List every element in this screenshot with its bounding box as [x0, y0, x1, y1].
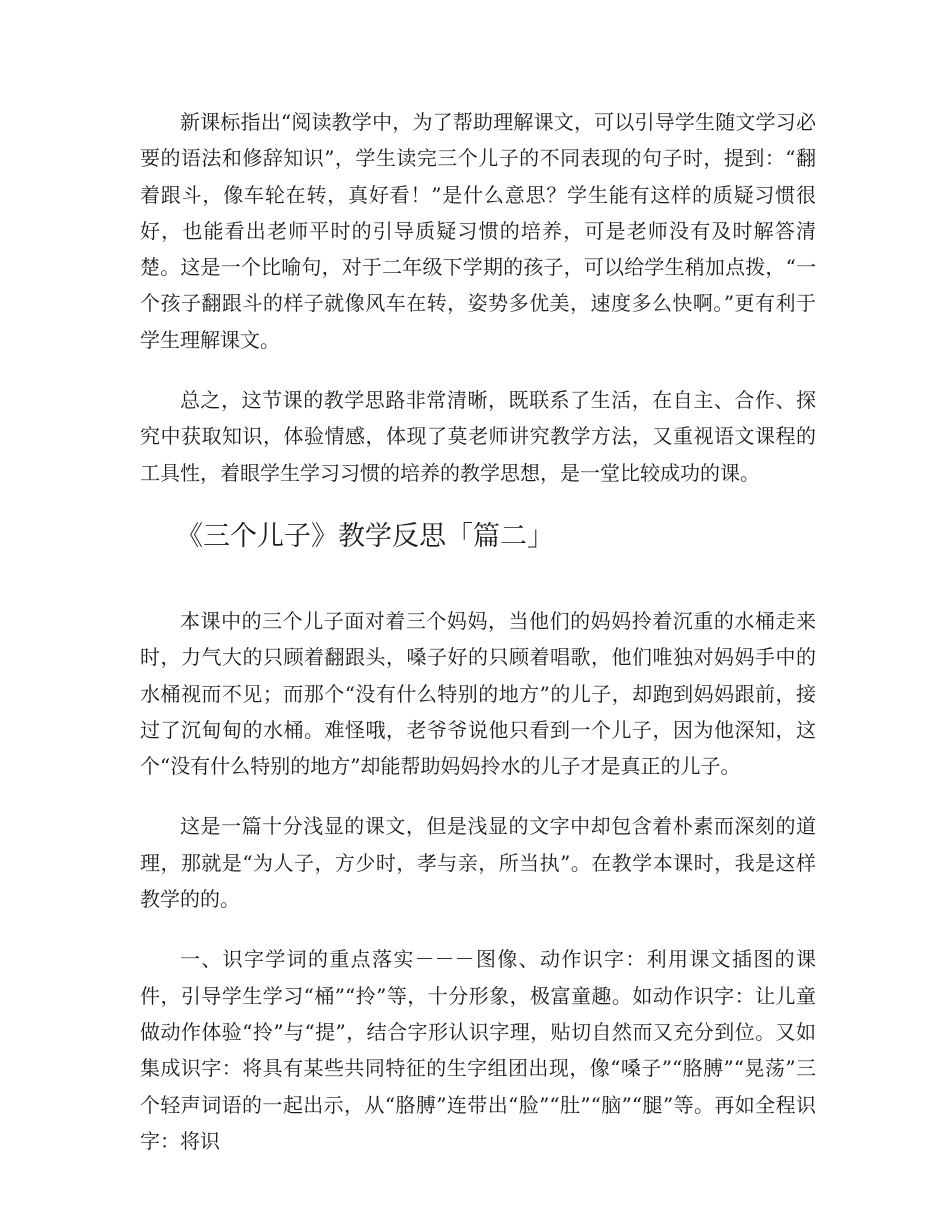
- document-body: [140, 104, 816, 1159]
- paragraph-literacy-focus: 一、识字学词的重点落实－－－图像、动作识字：利用课文插图的课件，引导学生学习“桶”“拎”等，十分形象，极富童趣。如动作识字：让儿童做动作体验“拎”与“提”，结合字形认识字理，贴切自然而又充分到位。又如集成识字：将具有某些共同特征的生字组团出现，像“嗓子”“胳膊”“晃荡”三个轻声词语的一起出示，从“胳膊”连带出“脸”“肚”“脑”“腿”等。再如全程识字：将识: [140, 947, 816, 1153]
- section-heading: 《三个儿子》教学反思「篇二」: [176, 520, 554, 552]
- paragraph-summary: 总之，这节课的教学思路非常清晰，既联系了生活，在自主、合作、探究中获取知识，体验情感，体现了莫老师讲究教学方法，又重视语文课程的工具性，着眼学生学习习惯的培养的教学思想，是一堂比较成功的课。: [140, 388, 816, 485]
- paragraph-three-sons: 本课中的三个儿子面对着三个妈妈，当他们的妈妈拎着沉重的水桶走来时，力气大的只顾着翻跟头，嗓子好的只顾着唱歌，他们唯独对妈妈手中的水桶视而不见；而那个“没有什么特别的地方”的儿子，却跑到妈妈跟前，接过了沉甸甸的水桶。难怪哦，老爷爷说他只看到一个儿子，因为他深知，这个“没有什么特别的地方”却能帮助妈妈拎水的儿子才是真正的儿子。: [140, 608, 816, 779]
- paragraph-new-curriculum: 新课标指出“阅读教学中，为了帮助理解课文，可以引导学生随文学习必要的语法和修辞知识”，学生读完三个儿子的不同表现的句子时，提到：“翻着跟斗，像车轮在转，真好看！”是什么意思？学生能有这样的质疑习惯很好，也能看出老师平时的引导质疑习惯的培养，可是老师没有及时解答清楚。这是一个比喻句，对于二年级下学期的孩子，可以给学生稍加点拨，“一个孩子翻跟斗的样子就像风车在转，姿势多优美，速度多么快啊。”更有利于学生理解课文。: [140, 110, 816, 352]
- paragraph-simple-text: 这是一篇十分浅显的课文，但是浅显的文字中却包含着朴素而深刻的道理，那就是“为人子，方少时，孝与亲，所当执”。在教学本课时，我是这样教学的的。: [140, 814, 816, 912]
